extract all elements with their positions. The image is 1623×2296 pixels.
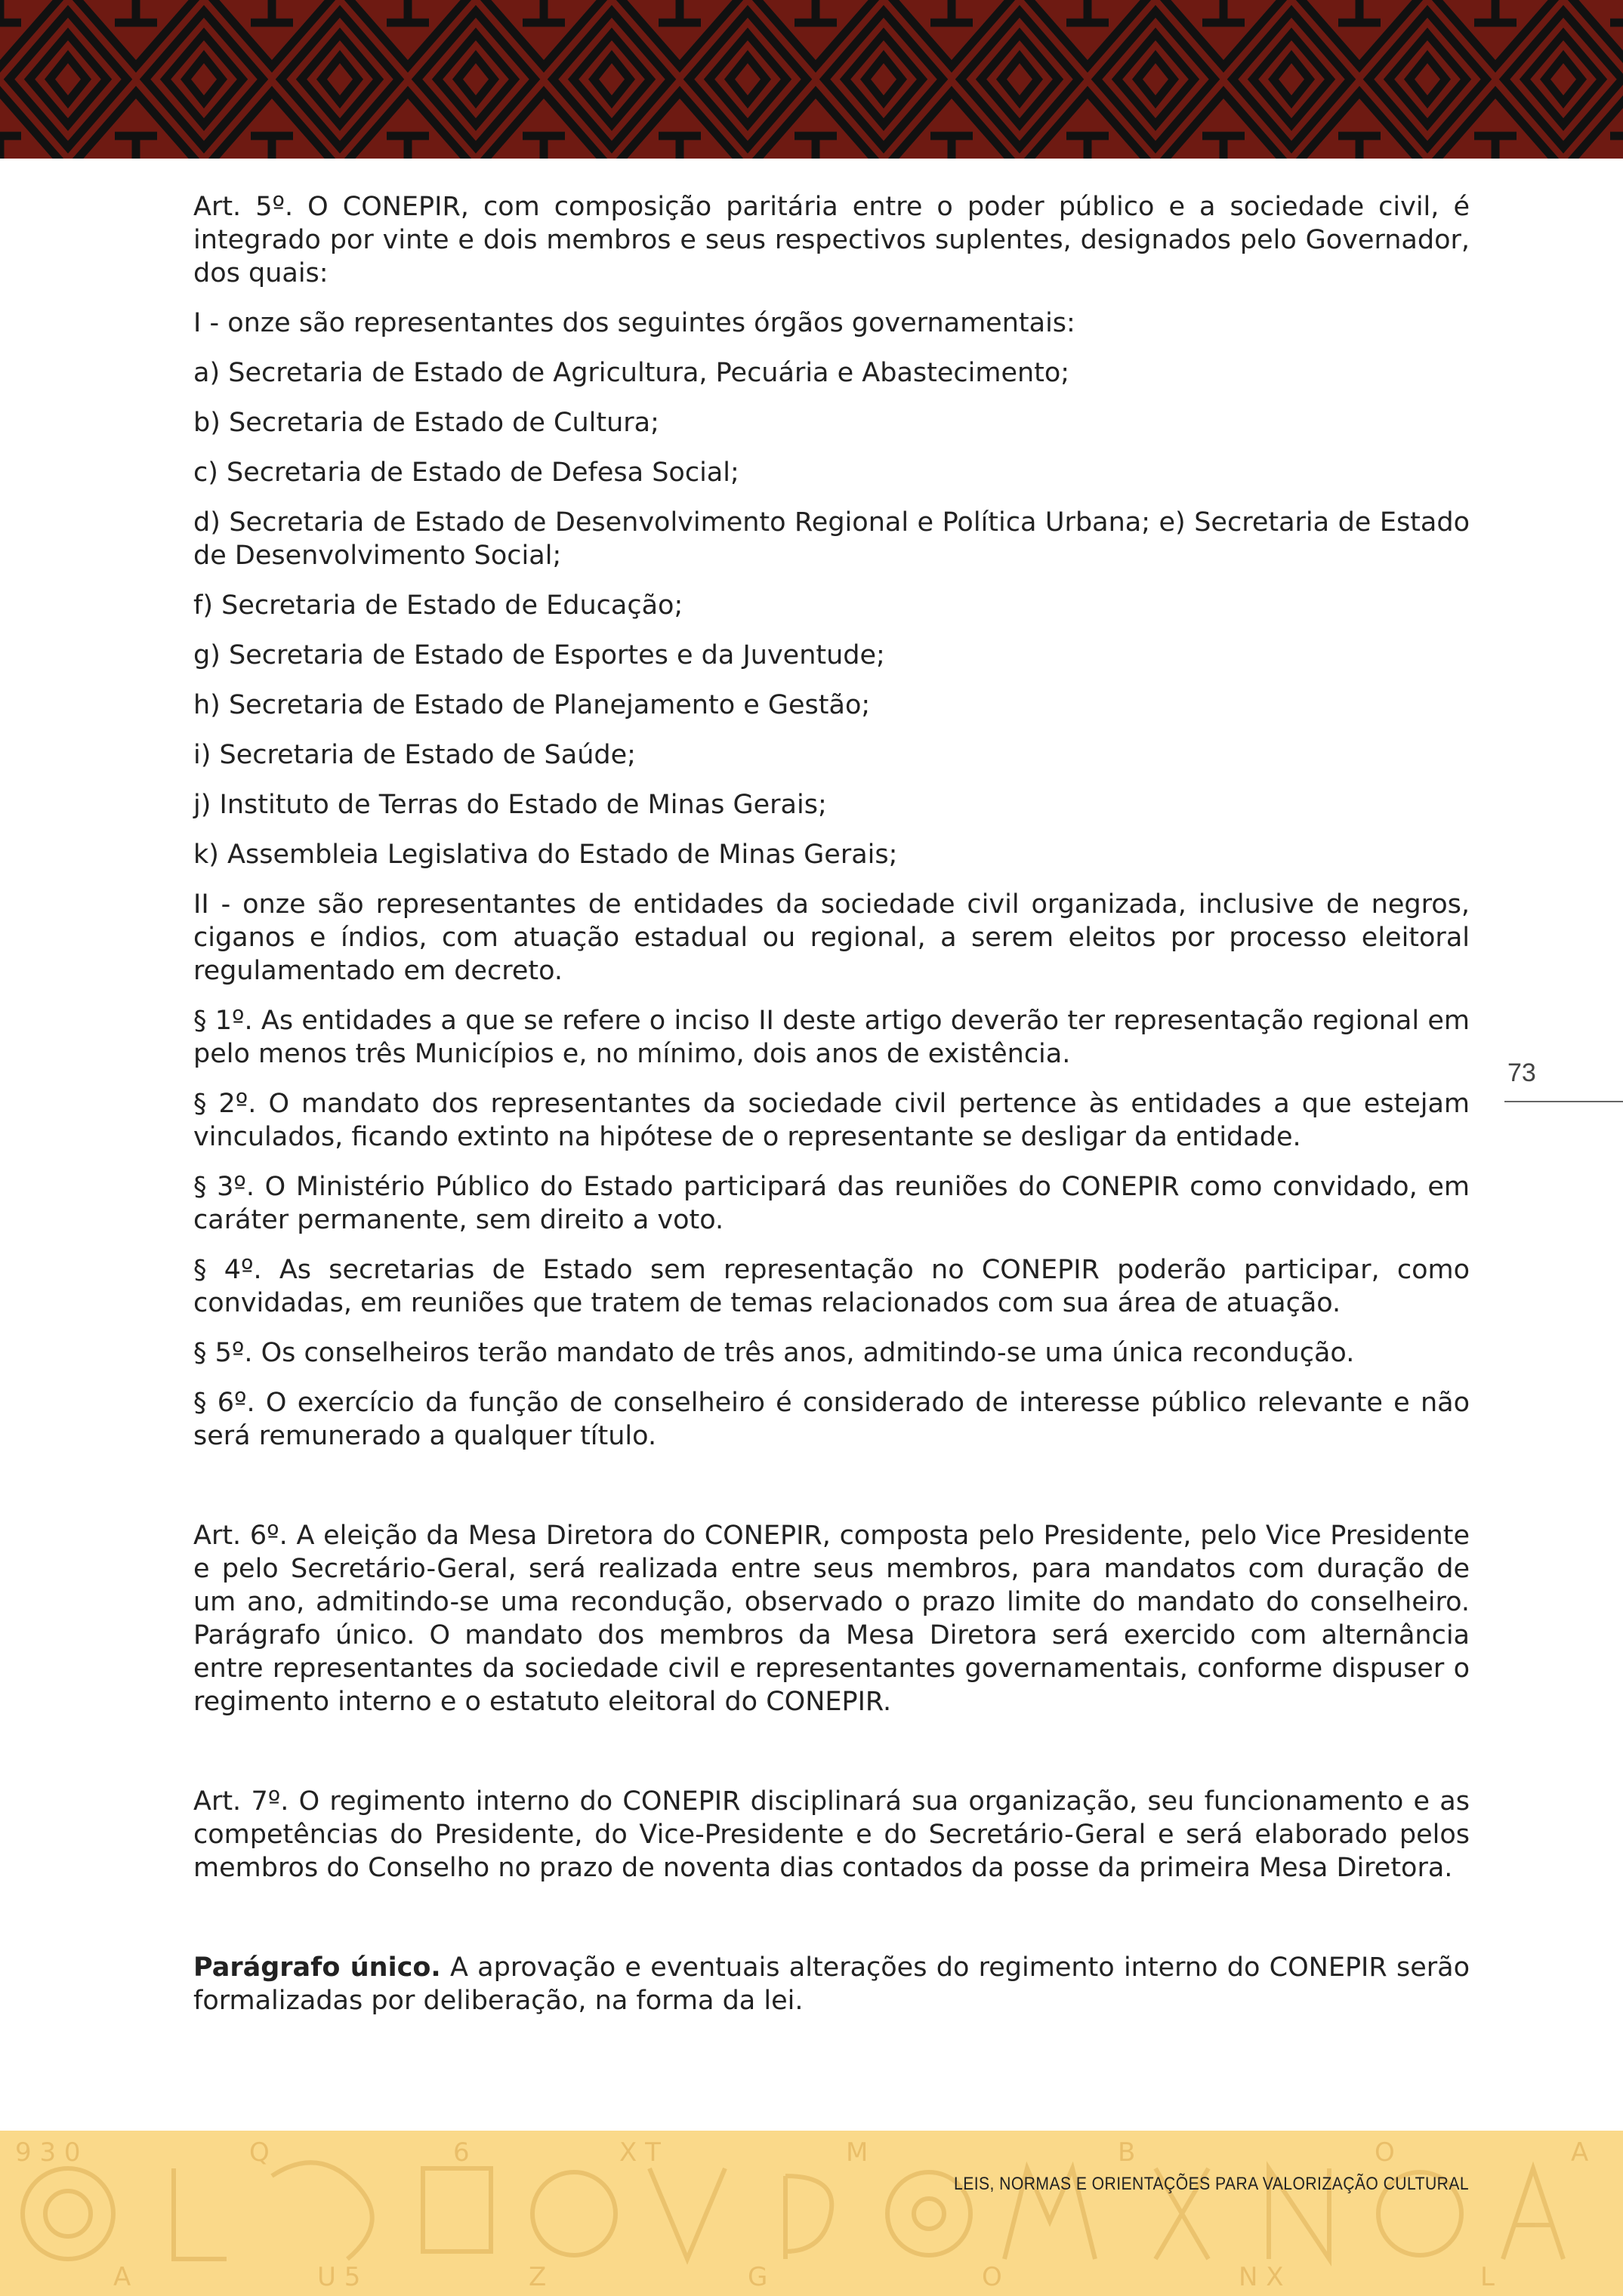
svg-text:O: O [1375,2137,1395,2168]
geometric-pattern-icon [0,0,1623,159]
paragraph-4: § 4º. As secretarias de Estado sem representação no CONEPIR poderão participar, como convidadas, em reuniões que tratem de temas relacionados com sua área de atuação. [193,1255,1470,1318]
item-i: I - onze são representantes dos seguintes órgãos governamentais: [193,308,1075,338]
item-h: h) Secretaria de Estado de Planejamento e Gestão; [193,690,871,720]
article-5-intro: Art. 5º. O CONEPIR, com composição paritária entre o poder público e a sociedade civil, é integrado por vinte e dois membros e seus respectivos suplentes, designados pelo Governador, dos quais: [193,192,1470,288]
svg-text:Q: Q [249,2137,270,2168]
svg-text:B: B [1118,2137,1136,2168]
item-a: a) Secretaria de Estado de Agricultura, Pecuária e Abastecimento; [193,358,1070,388]
svg-text:9 3 0: 9 3 0 [15,2137,81,2168]
svg-text:N X: N X [1239,2262,1284,2292]
footer-pattern-band [0,2131,1623,2296]
page-number-rule [1504,1101,1623,1102]
footer-watermark-icon [0,2131,1623,2296]
svg-text:O: O [982,2262,1002,2292]
article-7: Art. 7º. O regimento interno do CONEPIR disciplinará sua organização, seu funcionamento e as competências do Presidente, do Vice-Presidente e do Secretário-Geral e será elaborado pelos membros do Conselho no prazo de noventa dias contados da posse da primeira Mesa Diretora. [193,1786,1470,1883]
paragraph-1: § 1º. As entidades a que se refere o inciso II deste artigo deverão ter representação regional em pelo menos três Municípios e, no mínimo, dois anos de existência. [193,1006,1470,1069]
item-g: g) Secretaria de Estado de Esportes e da Juventude; [193,640,885,670]
item-k: k) Assembleia Legislativa do Estado de Minas Gerais; [193,840,898,870]
paragraph-3: § 3º. O Ministério Público do Estado participará das reuniões do CONEPIR como convidado, em caráter permanente, sem direito a voto. [193,1172,1470,1235]
paragraph-5: § 5º. Os conselheiros terão mandato de três anos, admitindo-se uma única recondução. [193,1338,1355,1368]
footer-title: LEIS, NORMAS E ORIENTAÇÕES PARA VALORIZAÇÃO CULTURAL [953,2174,1469,2194]
svg-text:A: A [1571,2137,1589,2168]
item-f: f) Secretaria de Estado de Educação; [193,590,683,621]
svg-text:X T: X T [619,2137,661,2168]
header-pattern-band [0,0,1623,159]
final-paragraph [193,1951,1470,2017]
article-6: Art. 6º. A eleição da Mesa Diretora do CONEPIR, composta pelo Presidente, pelo Vice Presidente e pelo Secretário-Geral, será realizada entre seus membros, para mandatos com duração de um ano, admitindo-se uma recondução, observado o prazo limite do mandato do conselheiro. Parágrafo único. O mandato dos membros da Mesa Diretora será exercido com alternância entre representantes da sociedade civil e representantes governamentais, conforme dispuser o regimento interno e o estatuto eleitoral do CONEPIR. [193,1521,1470,1717]
svg-text:G: G [748,2262,768,2292]
item-i-lower: i) Secretaria de Estado de Saúde; [193,740,636,770]
svg-text:L: L [1480,2262,1495,2292]
svg-text:Z: Z [529,2262,547,2292]
svg-text:6: 6 [453,2137,470,2168]
page-number: 73 [1507,1059,1536,1087]
item-ii: II - onze são representantes de entidades da sociedade civil organizada, inclusive de negros, ciganos e índios, com atuação estadual ou regional, a serem eleitos por processo eleitoral regulamentado em decreto. [193,889,1470,986]
svg-text:U 5: U 5 [317,2262,361,2292]
svg-text:M: M [846,2137,869,2168]
paragraph-6: § 6º. O exercício da função de conselheiro é considerado de interesse público relevante e não será remunerado a qualquer título. [193,1388,1470,1451]
item-b: b) Secretaria de Estado de Cultura; [193,408,659,438]
document-body [193,190,1470,2034]
paragraph-2: § 2º. O mandato dos representantes da sociedade civil pertence às entidades a que estejam vinculados, ficando extinto na hipótese de o representante se desligar da entidade. [193,1089,1470,1152]
item-c: c) Secretaria de Estado de Defesa Social; [193,458,739,488]
item-d-e: d) Secretaria de Estado de Desenvolvimento Regional e Política Urbana; e) Secretaria de Estado de Desenvolvimento Social; [193,507,1470,571]
final-paragraph-text: A aprovação e eventuais alterações do regimento interno do CONEPIR serão formalizadas por deliberação, na forma da lei. [193,1952,1470,2016]
svg-text:A: A [113,2262,131,2292]
item-j: j) Instituto de Terras do Estado de Minas Gerais; [193,790,827,820]
final-paragraph-lead: Parágrafo único. [193,1952,441,1983]
